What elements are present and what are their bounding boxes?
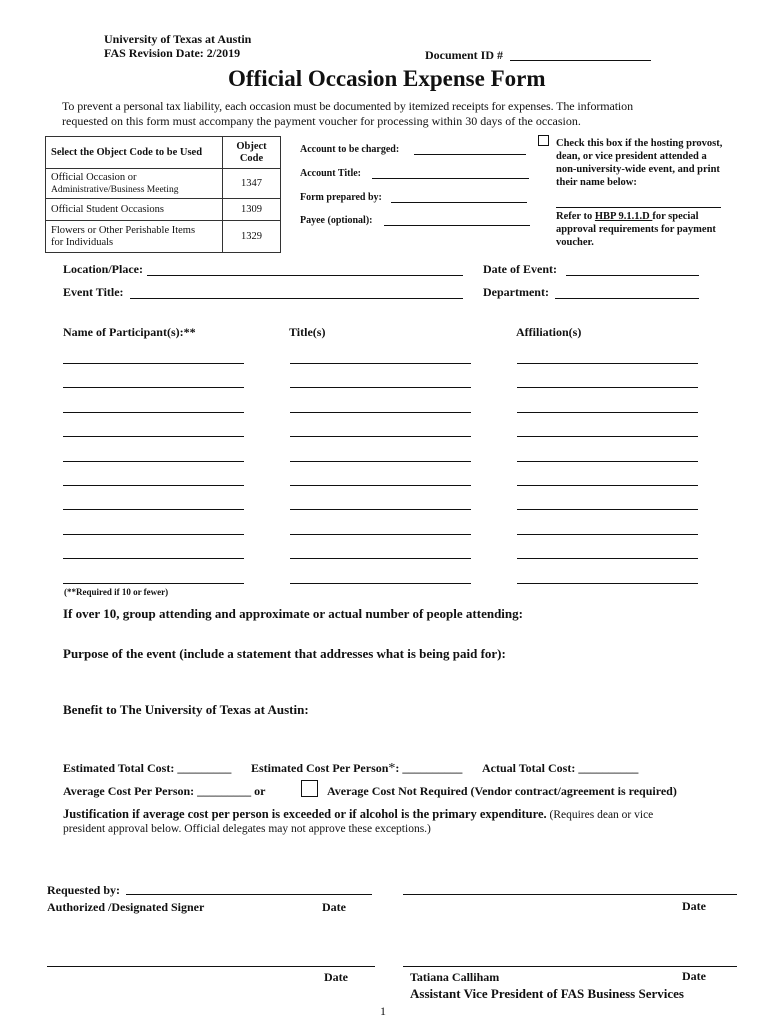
event-title-label: Event Title:	[63, 285, 124, 299]
participant-title-field[interactable]	[290, 534, 471, 535]
participant-affiliation-field[interactable]	[517, 485, 698, 486]
location-field[interactable]	[147, 275, 463, 276]
participant-affiliation-field[interactable]	[517, 436, 698, 437]
average-cost-per-person[interactable]: Average Cost Per Person: _________ or	[63, 784, 266, 798]
participant-title-field[interactable]	[290, 509, 471, 510]
benefit-question: Benefit to The University of Texas at Austin:	[63, 702, 309, 717]
table-header-select: Select the Object Code to be Used	[46, 137, 223, 169]
hosting-name-field[interactable]	[556, 207, 721, 208]
page-number: 1	[380, 1004, 386, 1018]
participant-affiliation-field[interactable]	[517, 583, 698, 584]
approver-title: Assistant Vice President of FAS Business Services	[410, 986, 684, 1001]
form-title: Official Occasion Expense Form	[228, 66, 546, 91]
second-signature-line[interactable]	[403, 894, 737, 895]
hosting-instructions: Check this box if the hosting provost, dean, or vice president attended a non-university-wide event, and print their name below:	[556, 138, 723, 188]
justification-text-2: president approval below. Official delegates may not approve these exceptions.)	[63, 823, 431, 835]
participant-name-field[interactable]	[63, 412, 244, 413]
account-charged-field[interactable]	[414, 154, 526, 155]
object-code: 1347	[223, 169, 281, 199]
document-id-field[interactable]	[510, 60, 651, 61]
object-code: 1329	[223, 221, 281, 253]
object-label: Flowers or Other Perishable Items for Individuals	[46, 221, 223, 253]
authorized-signer-label: Authorized /Designated Signer	[47, 900, 205, 914]
third-signature-line[interactable]	[47, 966, 375, 967]
intro-text-1: To prevent a personal tax liability, each occasion must be documented by itemized receipts for expenses. The information	[62, 99, 633, 113]
over-10-question: If over 10, group attending and approximate or actual number of people attending:	[63, 606, 523, 621]
participant-name-field[interactable]	[63, 363, 244, 364]
participant-affiliation-field[interactable]	[517, 558, 698, 559]
participant-title-field[interactable]	[290, 485, 471, 486]
participant-title-header: Title(s)	[289, 325, 326, 339]
requested-by-signature-line[interactable]	[126, 894, 372, 895]
table-row[interactable]	[46, 169, 281, 199]
participant-title-field[interactable]	[290, 436, 471, 437]
event-date-field[interactable]	[566, 275, 699, 276]
table-row[interactable]	[46, 221, 281, 253]
payee-field[interactable]	[384, 225, 530, 226]
participant-name-header: Name of Participant(s):**	[63, 325, 196, 339]
average-not-required-checkbox[interactable]	[301, 780, 318, 797]
participant-affiliation-field[interactable]	[517, 509, 698, 510]
requested-by-label: Requested by:	[47, 883, 121, 897]
object-label: Official Student Occasions	[46, 199, 223, 221]
justification-text: Justification if average cost per person is exceeded or if alcohol is the primary expenditure. (Requires dean or vice	[63, 807, 654, 821]
actual-total-cost[interactable]: Actual Total Cost: __________	[482, 761, 639, 775]
participant-affiliation-header: Affiliation(s)	[516, 325, 582, 339]
department-label: Department:	[483, 285, 549, 299]
refer-text: Refer to HBP 9.1.1.D for special approval requirements for payment voucher.	[556, 211, 716, 248]
payee-label: Payee (optional):	[300, 215, 373, 226]
date-label: Date	[324, 970, 348, 984]
approver-name: Tatiana Calliham	[410, 970, 500, 984]
account-charged-label: Account to be charged:	[300, 144, 400, 155]
account-title-label: Account Title:	[300, 168, 362, 179]
prepared-by-field[interactable]	[391, 202, 527, 203]
approver-signature-line[interactable]	[403, 966, 737, 967]
date-label: Date	[322, 900, 346, 914]
university-name: University of Texas at Austin	[104, 32, 252, 46]
hosting-checkbox[interactable]	[538, 135, 549, 146]
purpose-question: Purpose of the event (include a statement that addresses what is being paid for):	[63, 646, 506, 661]
participant-name-field[interactable]	[63, 558, 244, 559]
participant-title-field[interactable]	[290, 412, 471, 413]
table-row[interactable]	[46, 199, 281, 221]
participant-name-field[interactable]	[63, 436, 244, 437]
participant-title-field[interactable]	[290, 558, 471, 559]
document-id-label: Document ID #	[425, 48, 503, 62]
participant-affiliation-field[interactable]	[517, 534, 698, 535]
participants-footnote: (**Required if 10 or fewer)	[64, 587, 169, 597]
participant-name-field[interactable]	[63, 509, 244, 510]
object-label: Official Occasion or Administrative/Business Meeting	[46, 169, 223, 199]
date-label: Date	[682, 899, 706, 913]
participant-affiliation-field[interactable]	[517, 412, 698, 413]
revision-date: FAS Revision Date: 2/2019	[104, 46, 241, 60]
object-code-table	[45, 136, 281, 253]
participant-title-field[interactable]	[290, 461, 471, 462]
participant-affiliation-field[interactable]	[517, 363, 698, 364]
department-field[interactable]	[555, 298, 699, 299]
average-not-required-label: Average Cost Not Required (Vendor contract/agreement is required)	[327, 784, 677, 798]
participant-title-field[interactable]	[290, 363, 471, 364]
event-date-label: Date of Event:	[483, 262, 557, 276]
prepared-by-label: Form prepared by:	[300, 192, 382, 203]
participant-title-field[interactable]	[290, 583, 471, 584]
participant-name-field[interactable]	[63, 461, 244, 462]
participant-affiliation-field[interactable]	[517, 387, 698, 388]
participant-name-field[interactable]	[63, 534, 244, 535]
participant-affiliation-field[interactable]	[517, 461, 698, 462]
date-label: Date	[682, 969, 706, 983]
estimated-cost-per-person[interactable]: Estimated Cost Per Person*: __________	[251, 761, 463, 776]
account-title-field[interactable]	[372, 178, 529, 179]
object-code: 1309	[223, 199, 281, 221]
location-label: Location/Place:	[63, 262, 143, 276]
hbp-link[interactable]: HBP 9.1.1.D	[594, 211, 653, 222]
participant-name-field[interactable]	[63, 387, 244, 388]
table-header-code: Object Code	[223, 137, 281, 169]
event-title-field[interactable]	[130, 298, 463, 299]
participant-name-field[interactable]	[63, 583, 244, 584]
estimated-total-cost[interactable]: Estimated Total Cost: _________	[63, 761, 232, 775]
intro-text-2: requested on this form must accompany the payment voucher for processing within 30 days of the occasion.	[62, 114, 581, 128]
participant-title-field[interactable]	[290, 387, 471, 388]
participant-name-field[interactable]	[63, 485, 244, 486]
